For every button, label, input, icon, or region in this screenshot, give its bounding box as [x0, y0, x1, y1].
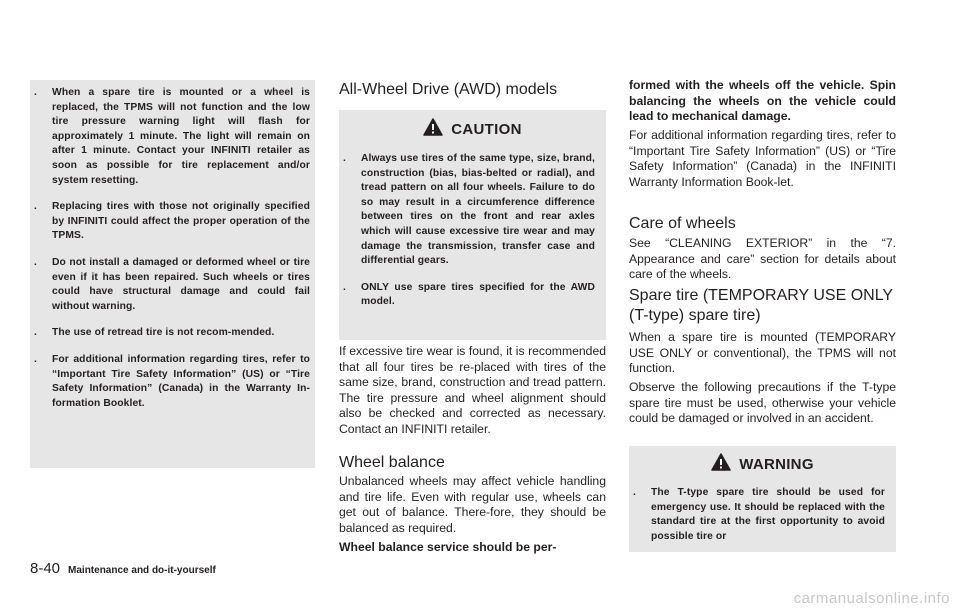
warning-list — [629, 486, 885, 556]
spare-heading-line-2: (T-type) spare tire) — [629, 307, 761, 324]
section-heading-awd: All-Wheel Drive (AWD) models — [339, 81, 558, 98]
list-item: . For additional information regarding tires, refer to “Important Tire Safety Information” (US) or “Tire Safety Information” (Canada) in the Warranty In-formation Booklet. — [34, 353, 310, 409]
spare-paragraph-1: When a spare tire is mounted (TEMPORARY USE ONLY or conventional), the TPMS will not function. — [629, 330, 896, 376]
section-title: Maintenance and do-it-yourself — [68, 565, 216, 576]
spare-paragraph-2: Observe the following precautions if the T-type spare tire must be used, otherwise your vehicle could be damaged or involved in an accident. — [629, 380, 896, 426]
tpms-notes-list — [30, 86, 310, 423]
caution-header — [339, 114, 606, 144]
caution-box — [339, 110, 606, 340]
section-heading-spare-tire — [629, 286, 896, 326]
wheel-balance-paragraph: Unbalanced wheels may affect vehicle handling and tire life. Even with regular use, wheels can get out of balance. There-fore, they should be balanced as required. — [339, 474, 606, 535]
care-paragraph: See “CLEANING EXTERIOR” in the “7. Appearance and care” section for details about care of the wheels. — [629, 236, 896, 282]
section-heading-wheel-balance: Wheel balance — [339, 454, 445, 471]
awd-paragraph: If excessive tire wear is found, it is recommended that all four tires be re-placed with tires of the same size, brand, construction and tread pattern. The tire pressure and wheel alignment should also be checked and corrected as necessary. Contact an INFINITI retailer. — [339, 344, 606, 436]
list-item: . Do not install a damaged or deformed wheel or tire even if it has been repaired. Such wheels or tires could have structural damage and could fail without warning. — [34, 256, 310, 312]
tire-info-paragraph: For additional information regarding tires, refer to “Important Tire Safety Information” (US) or “Tire Safety Information” (Canada) in the INFINITI Warranty Information Book-let. — [629, 128, 896, 189]
wheel-balance-note: Wheel balance service should be per- — [339, 540, 557, 554]
spare-heading-line-1: Spare tire (TEMPORARY USE ONLY — [629, 287, 894, 304]
warning-triangle-icon — [423, 118, 443, 141]
watermark: carmanualsonline.info — [793, 590, 950, 607]
list-item: . When a spare tire is mounted or a wheel is replaced, the TPMS will not function and the low tire pressure warning light will flash for approximately 1 minute. The light will remain on after 1 minute. Contact your INFINITI retailer as soon as possible for tire replacement and/or system resetting. — [34, 87, 310, 186]
list-item: . Replacing tires with those not originally specified by INFINITI could affect the proper operation of the TPMS. — [34, 201, 310, 242]
list-item: . ONLY use spare tires specified for the AWD model. — [343, 281, 595, 308]
warning-title: WARNING — [739, 455, 814, 473]
section-heading-care-of-wheels: Care of wheels — [629, 215, 736, 232]
list-item: . Always use tires of the same type, size, brand, construction (bias, bias-belted or radial), and tread pattern on all four wheels. Failure to do so may result in a circumference difference between tires on the front and rear axles which will cause excessive tire wear and may damage the transmission, transfer case and differential gears. — [343, 153, 595, 267]
caution-title: CAUTION — [451, 120, 522, 138]
caution-list — [339, 152, 595, 322]
page-footer — [30, 560, 216, 578]
warning-box — [629, 446, 896, 552]
list-item: . The T-type spare tire should be used for emergency use. It should be replaced with the standard tire at the first opportunity to avoid possible tire or — [633, 487, 885, 542]
list-item: . The use of retread tire is not recom-mended. — [34, 327, 275, 339]
warning-triangle-icon — [711, 453, 731, 476]
wheel-balance-note-cont: formed with the wheels off the vehicle. Spin balancing the wheels on the vehicle could lead to mechanical damage. — [629, 78, 896, 124]
page-number: 8-40 — [30, 560, 61, 577]
warning-header — [629, 449, 896, 479]
